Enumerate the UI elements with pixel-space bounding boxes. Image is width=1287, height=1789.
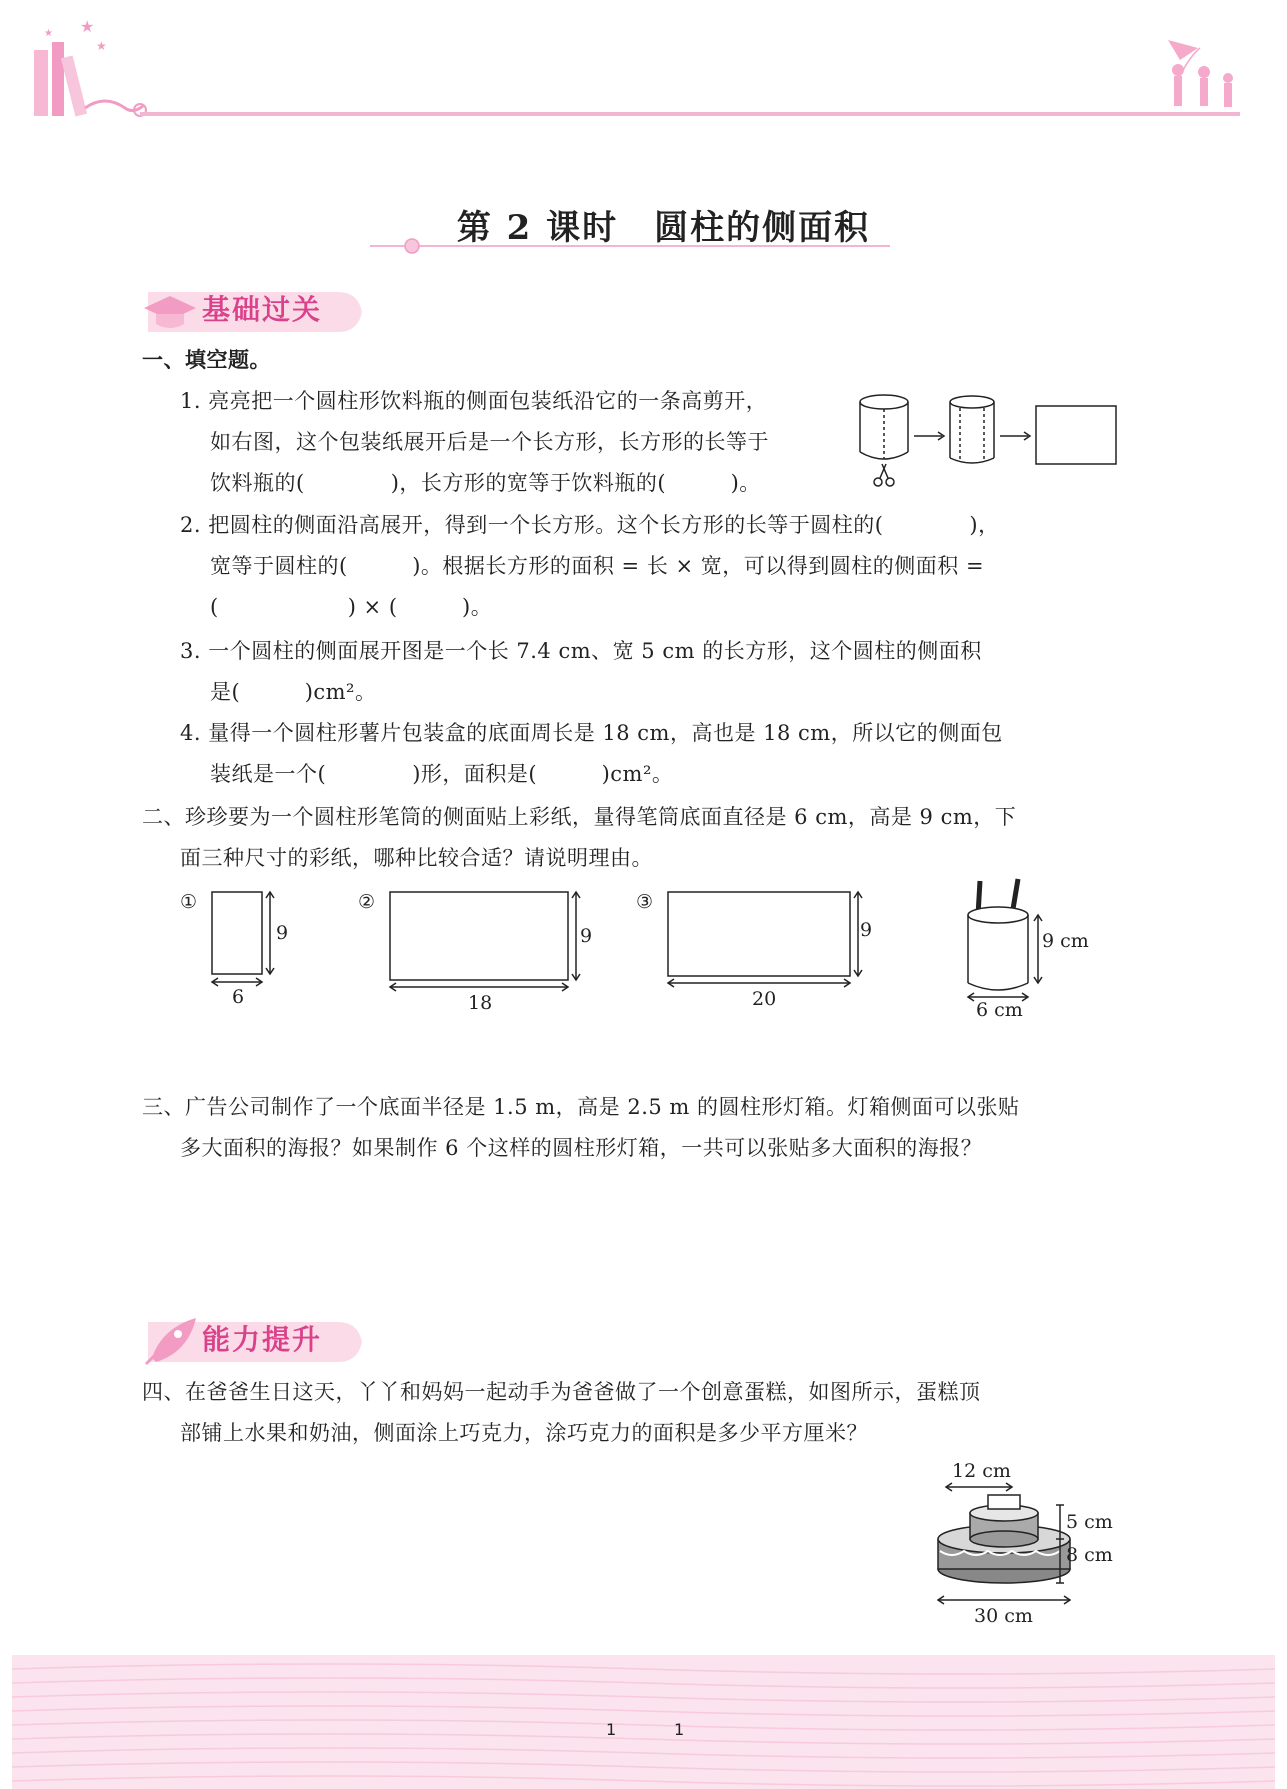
pen-holder-icon	[968, 879, 1028, 990]
cake-top-height: 5 cm	[1066, 1511, 1113, 1533]
svg-text:★: ★	[80, 17, 95, 36]
part1-heading: 一、填空题。	[142, 347, 271, 372]
q3-line2: 是( )cm²。	[210, 680, 377, 704]
paper2-rect	[390, 892, 568, 980]
cake-top-diameter: 12 cm	[952, 1460, 1011, 1482]
q1-line3: 饮料瓶的( )，长方形的宽等于饮料瓶的( )。	[210, 471, 761, 495]
header-decoration	[0, 0, 1287, 140]
paper1-marker: ①	[180, 891, 198, 913]
paper2-marker: ②	[358, 891, 376, 913]
q2-line2: 宽等于圆柱的( )。根据长方形的面积 = 长 × 宽，可以得到圆柱的侧面积 =	[210, 554, 985, 578]
scissors-icon	[874, 464, 894, 486]
holder-height: 9 cm	[1042, 930, 1089, 952]
part3-line2: 多大面积的海报？如果制作 6 个这样的圆柱形灯箱，一共可以张贴多大面积的海报？	[180, 1136, 983, 1160]
paper3-rect	[668, 892, 850, 976]
paper1-height: 9	[276, 922, 289, 944]
q1-line2: 如右图，这个包装纸展开后是一个长方形，长方形的长等于	[210, 430, 769, 454]
page-title: 第 2 课时 圆柱的侧面积	[456, 208, 871, 248]
paper3-height: 9	[860, 919, 873, 941]
part2-line2: 面三种尺寸的彩纸，哪种比较合适？请说明理由。	[180, 846, 653, 870]
q4-line1: 4. 量得一个圆柱形薯片包装盒的底面周长是 18 cm，高也是 18 cm，所以它的侧面包	[180, 721, 1003, 745]
section-title-basic: 基础过关	[202, 293, 323, 326]
cylinder-icon	[860, 395, 908, 459]
part3-line1: 三、广告公司制作了一个底面半径是 1.5 m，高是 2.5 m 的圆柱形灯箱。灯箱侧面可以张贴	[142, 1095, 1020, 1119]
q3-line1: 3. 一个圆柱的侧面展开图是一个长 7.4 cm、宽 5 cm 的长方形，这个圆柱的侧面积	[180, 639, 982, 663]
paper3-width: 20	[752, 988, 777, 1010]
part4-line1: 四、在爸爸生日这天，丫丫和妈妈一起动手为爸爸做了一个创意蛋糕，如图所示，蛋糕顶	[142, 1380, 981, 1404]
children-kite-icon	[1168, 40, 1233, 107]
books-icon	[34, 17, 146, 117]
part4-line2: 部铺上水果和奶油，侧面涂上巧克力，涂巧克力的面积是多少平方厘米？	[180, 1421, 868, 1445]
title-underline	[370, 236, 890, 256]
svg-text:★: ★	[44, 28, 53, 39]
svg-text:★: ★	[96, 39, 107, 53]
unrolled-rectangle	[1036, 406, 1116, 464]
cake-icon	[938, 1495, 1070, 1583]
q4-line2: 装纸是一个( )形，面积是( )cm²。	[210, 762, 674, 786]
cake-figure	[900, 1455, 1140, 1630]
paper1-rect	[212, 892, 262, 974]
unrolling-cylinder-icon	[950, 396, 994, 463]
q1-line1: 1. 亮亮把一个圆柱形饮料瓶的侧面包装纸沿它的一条高剪开，	[180, 389, 768, 413]
paper2-width: 18	[468, 992, 493, 1014]
q2-line1: 2. 把圆柱的侧面沿高展开，得到一个长方形。这个长方形的长等于圆柱的( )，	[180, 513, 1000, 537]
cake-bottom-diameter: 30 cm	[974, 1605, 1033, 1627]
page-number-left: 1	[606, 1720, 617, 1739]
part2-paper-figures	[170, 875, 1130, 1035]
section-title-advanced: 能力提升	[202, 1323, 323, 1356]
q2-line3: ( ) × ( )。	[210, 595, 493, 619]
part2-line1: 二、珍珍要为一个圆柱形笔筒的侧面贴上彩纸，量得笔筒底面直径是 6 cm，高是 9 cm，下	[142, 805, 1017, 829]
footer-decoration	[12, 1655, 1275, 1789]
q1-unroll-figure	[850, 390, 1130, 500]
holder-diameter: 6 cm	[976, 999, 1023, 1021]
paper1-width: 6	[232, 986, 245, 1008]
paper3-marker: ③	[636, 891, 654, 913]
page-number-right: 1	[674, 1720, 685, 1739]
paper2-height: 9	[580, 925, 593, 947]
cake-bottom-height: 8 cm	[1066, 1544, 1113, 1566]
